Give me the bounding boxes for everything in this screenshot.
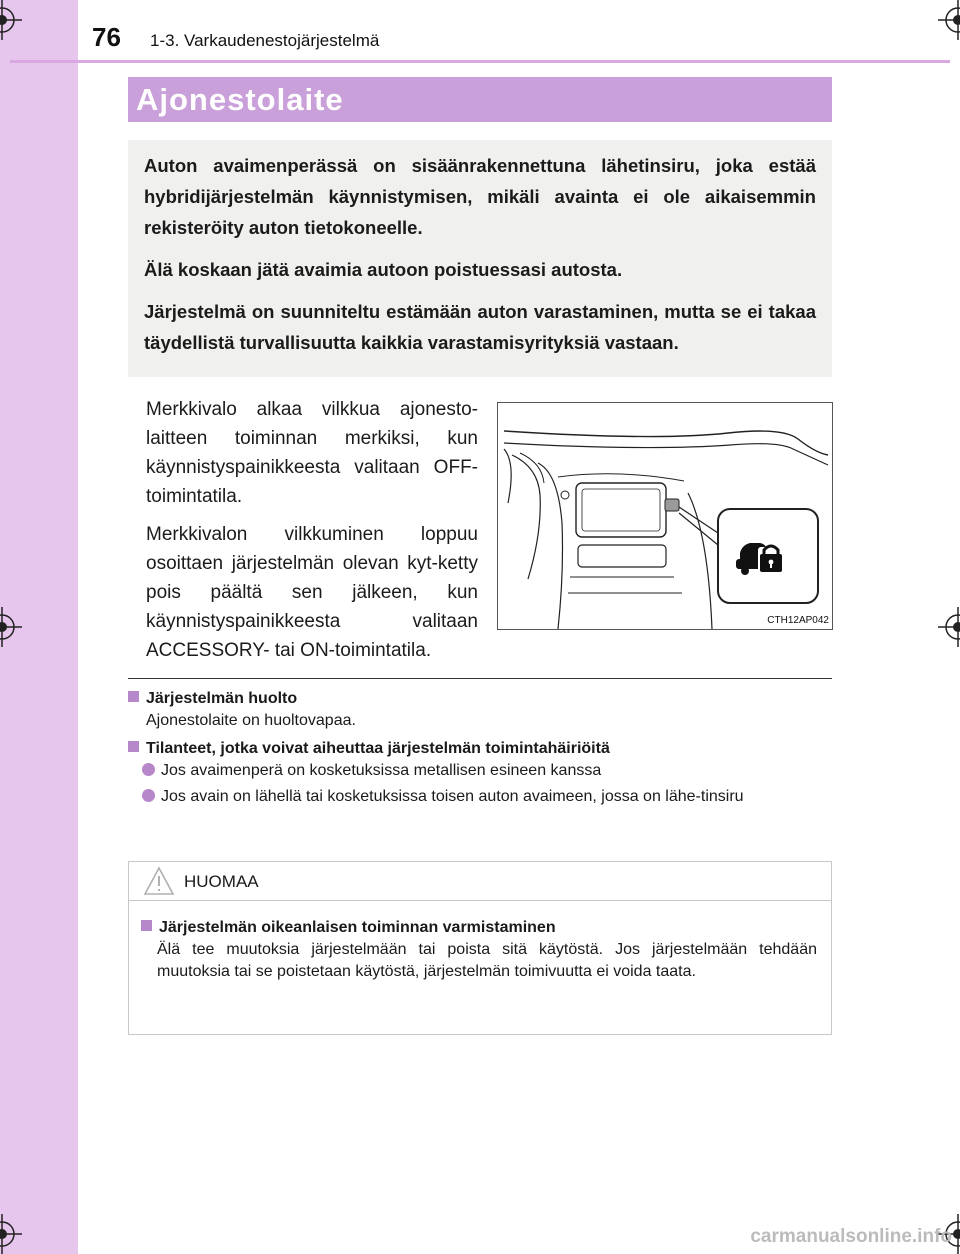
- intro-paragraph: Älä koskaan jätä avaimia autoon poistuessasi autosta.: [144, 259, 623, 280]
- chapter-title: 1-3. Varkaudenestojärjestelmä: [150, 31, 380, 50]
- note-heading: [128, 738, 832, 760]
- page-number: 76: [92, 22, 121, 52]
- list-item-text: Jos avain on lähellä tai kosketuksissa toisen auton avaimeen, jossa on lähe-tinsiru: [161, 788, 744, 805]
- square-bullet-icon: [128, 691, 139, 702]
- warning-heading: [141, 917, 817, 939]
- registration-mark-icon: [0, 0, 22, 40]
- registration-mark-icon: [938, 607, 960, 647]
- warning-text: Älä tee muutoksia järjestelmään tai poista sitä käytöstä. Jos järjestelmään tehdään muutoksia tai se poistetaan käytöstä, järjestelmän toimivuutta ei voida taata.: [157, 941, 817, 980]
- body-paragraph: Merkkivalo alkaa vilkkua ajonesto-laitteen toiminnan merkiksi, kun käynnistyspainikkeesta valitaan OFF-toimintatila.: [146, 399, 478, 507]
- intro-paragraph: Auton avaimenperässä on sisäänrakennettuna lähetinsiru, joka estää hybridijärjestelmän käynnistymisen, mikäli avainta ei ole aikaisemmin rekisteröity auton tietokoneelle.: [144, 155, 816, 238]
- dashboard-illustration: [497, 402, 833, 630]
- registration-mark-icon: [938, 0, 960, 40]
- body-paragraph: Merkkivalon vilkkuminen loppuu osoittaen järjestelmän olevan kyt-ketty pois päältä sen jälkeen, kun käynnistyspainikkeesta valitaan ACCESSORY- tai ON-toimintatila.: [146, 524, 478, 661]
- header-rule: [10, 60, 950, 63]
- circle-bullet-icon: [142, 763, 155, 776]
- watermark: carmanualsonline.info: [750, 1226, 952, 1247]
- list-item-text: Jos avaimenperä on kosketuksissa metallisen esineen kanssa: [161, 762, 602, 779]
- square-bullet-icon: [141, 920, 152, 931]
- list-item: [128, 760, 832, 782]
- warning-heading-text: Järjestelmän oikeanlaisen toiminnan varmistaminen: [159, 919, 556, 936]
- warning-header: [129, 862, 831, 901]
- note-heading-text: Järjestelmän huolto: [146, 690, 298, 707]
- note-heading-text: Tilanteet, jotka voivat aiheuttaa järjestelmän toimintahäiriöitä: [146, 740, 610, 757]
- list-item: [128, 786, 832, 808]
- intro-box: [128, 140, 832, 377]
- body-text: [146, 395, 478, 674]
- square-bullet-icon: [128, 741, 139, 752]
- notes-section: [128, 688, 832, 812]
- note-heading: [128, 688, 832, 710]
- intro-paragraph: Järjestelmä on suunniteltu estämään auton varastaminen, mutta se ei takaa täydellistä turvallisuutta kaikkia varastamisyrityksiä vastaan.: [144, 301, 816, 353]
- registration-mark-icon: [0, 1214, 22, 1254]
- registration-mark-icon: [0, 607, 22, 647]
- figure-code: CTH12AP042: [767, 615, 829, 626]
- warning-triangle-icon: [143, 866, 175, 896]
- section-title: Ajonestolaite: [128, 77, 832, 122]
- warning-label: HUOMAA: [184, 872, 259, 891]
- warning-box: [128, 861, 832, 1035]
- note-text: Ajonestolaite on huoltovapaa.: [146, 712, 356, 729]
- warning-body: [129, 901, 831, 983]
- section-divider: [128, 678, 832, 679]
- circle-bullet-icon: [142, 789, 155, 802]
- dashboard-drawing: [498, 403, 832, 629]
